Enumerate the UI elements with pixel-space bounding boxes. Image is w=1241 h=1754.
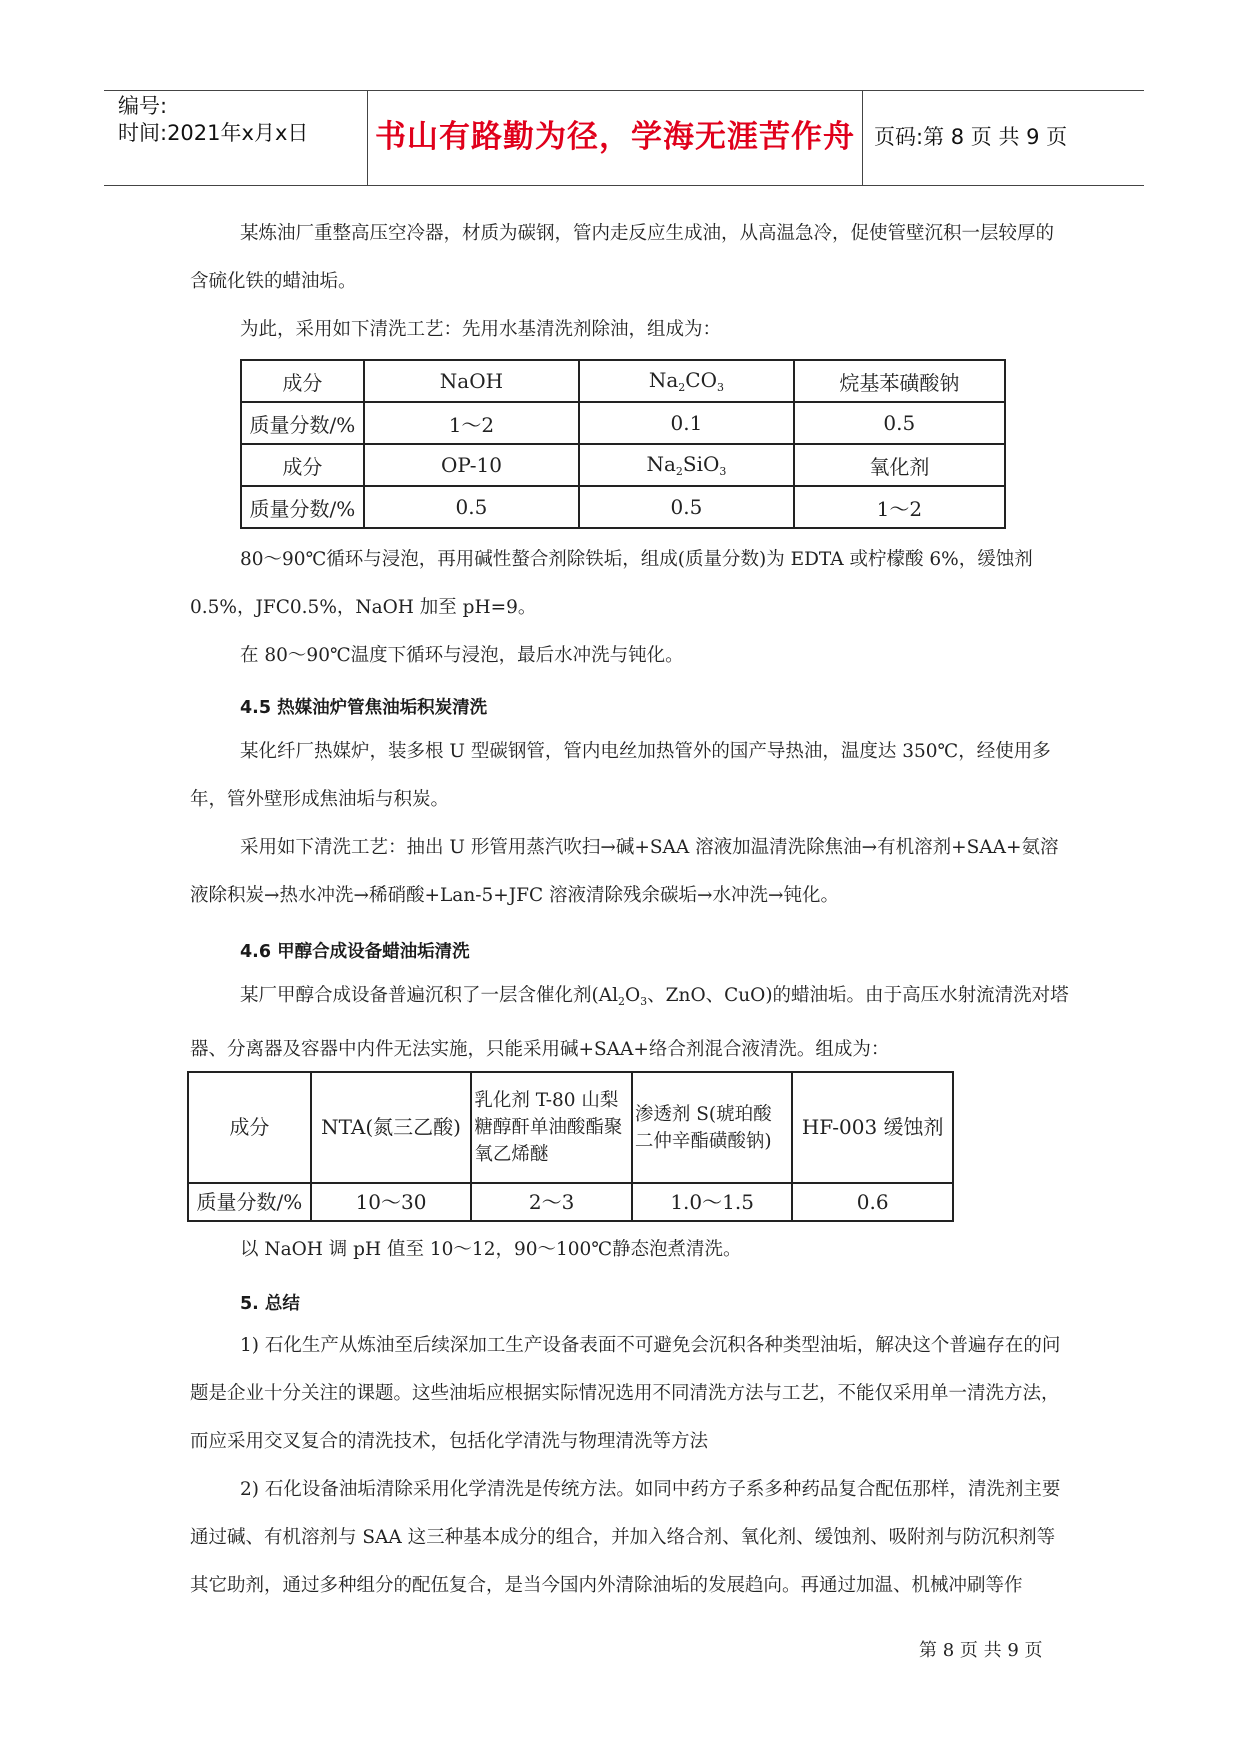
- table-cell: 乳化剂 T-80 山梨糖醇酐单油酸酯聚氧乙烯醚: [471, 1072, 632, 1183]
- page-header: [104, 90, 1144, 186]
- table-cell: 渗透剂 S(琥珀酸二仲辛酯磺酸钠): [632, 1072, 793, 1183]
- table-cell: 1～2: [794, 486, 1005, 528]
- paragraph-text: 1) 石化生产从炼油至后续深加工生产设备表面不可避免会沉积各种类型油垢，解决这个普遍存在的问题是企业十分关注的课题。这些油垢应根据实际情况选用不同清洗方法与工艺，不能仅采用单一清洗方法，而应采用交叉复合的清洗技术，包括化学清洗与物理清洗等方法: [190, 1335, 1061, 1452]
- paragraph: [190, 824, 1070, 920]
- paragraph: [190, 728, 1070, 824]
- table-cell: 质量分数/%: [188, 1183, 311, 1221]
- table-cell: 成分: [241, 444, 364, 486]
- table-cell: 氧化剂: [794, 444, 1005, 486]
- table-cell: 0.5: [364, 486, 579, 528]
- paragraph-text: 某厂甲醇合成设备普遍沉积了一层含催化剂($Al_2O_3$、ZnO、CuO)的蜡油垢。由于高压水射流清洗对塔器、分离器及容器中内件无法实施，只能采用碱+SAA+络合剂混合液清洗。组成为：: [190, 985, 1069, 1060]
- paragraph-text: 某炼油厂重整高压空冷器，材质为碳钢，管内走反应生成油，从高温急冷，促使管壁沉积一层较厚的含硫化铁的蜡油垢。: [190, 223, 1055, 292]
- table-cell: HF-003 缓蚀剂: [792, 1072, 953, 1183]
- table-row: [241, 360, 1005, 402]
- table-row: [241, 486, 1005, 528]
- paragraph: [190, 210, 1070, 306]
- section-heading: 5. 总结: [240, 1294, 300, 1314]
- paragraph: [190, 1226, 1070, 1274]
- paragraph-text: 2) 石化设备油垢清除采用化学清洗是传统方法。如同中药方子系多种药品复合配伍那样，清洗剂主要通过碱、有机溶剂与 SAA 这三种基本成分的组合，并加入络合剂、氧化剂、缓蚀剂、吸附剂与防沉积剂等其它助剂，通过多种组分的配伍复合，是当今国内外清除油垢的发展趋向。再通过加温、机械冲刷等作: [190, 1479, 1061, 1596]
- paragraph: [190, 1466, 1070, 1610]
- header-page-code: 页码:第 8 页 共 9 页: [874, 125, 1068, 149]
- table-cell: $Na_2SiO_3$: [579, 444, 794, 486]
- section-heading: 4.5 热媒油炉管焦油垢积炭清洗: [240, 698, 488, 718]
- table-cell: 10～30: [311, 1183, 472, 1221]
- table-cell: 0.6: [792, 1183, 953, 1221]
- number-label: 编号:: [118, 94, 168, 118]
- paragraph: [190, 972, 1070, 1074]
- paragraph-text: 某化纤厂热媒炉，装多根 U 型碳钢管，管内电丝加热管外的国产导热油，温度达 350℃，经使用多年，管外壁形成焦油垢与积炭。: [190, 741, 1051, 810]
- header-motto: 书山有路勤为径，学海无涯苦作舟: [375, 119, 855, 155]
- table-cell: 成分: [188, 1072, 311, 1183]
- paragraph: [190, 632, 1070, 680]
- table-cell: 0.5: [794, 402, 1005, 444]
- paragraph-text: 采用如下清洗工艺：抽出 U 形管用蒸汽吹扫→碱+SAA 溶液加温清洗除焦油→有机溶剂+SAA+氨溶液除积炭→热水冲洗→稀硝酸+Lan-5+JFC 溶液清除残余碳垢→水冲洗→钝化。: [190, 837, 1059, 906]
- table-row: [188, 1183, 953, 1221]
- table-cell: 1～2: [364, 402, 579, 444]
- table-cell: NaOH: [364, 360, 579, 402]
- paragraph: [190, 536, 1070, 632]
- table-cell: 成分: [241, 360, 364, 402]
- table-cell: NTA(氮三乙酸): [311, 1072, 472, 1183]
- table-cell: 质量分数/%: [241, 402, 364, 444]
- paragraph-text: 在 80～90℃温度下循环与浸泡，最后水冲洗与钝化。: [240, 645, 684, 666]
- paragraph: [190, 1322, 1070, 1466]
- table-cell: 2～3: [471, 1183, 632, 1221]
- table-cell: 0.5: [579, 486, 794, 528]
- date-line: 时间:2021年x月x日: [118, 121, 309, 145]
- table-cell: 烷基苯磺酸钠: [794, 360, 1005, 402]
- header-meta: [118, 93, 308, 147]
- table-cell: 1.0～1.5: [632, 1183, 793, 1221]
- section-heading: 4.6 甲醇合成设备蜡油垢清洗: [240, 942, 470, 962]
- table-cell: 0.1: [579, 402, 794, 444]
- table-row: [188, 1072, 953, 1183]
- paragraph-text: 以 NaOH 调 pH 值至 10～12，90～100℃静态泡煮清洗。: [240, 1239, 742, 1260]
- paragraph: [190, 306, 1070, 354]
- table-cell: 质量分数/%: [241, 486, 364, 528]
- composition-table-1: [240, 359, 1006, 529]
- table-cell: OP-10: [364, 444, 579, 486]
- table-row: [241, 444, 1005, 486]
- composition-table-2: [187, 1071, 954, 1222]
- page-footer: 第 8 页 共 9 页: [919, 1640, 1043, 1661]
- table-row: [241, 402, 1005, 444]
- paragraph-text: 为此，采用如下清洗工艺：先用水基清洗剂除油，组成为：: [240, 319, 722, 340]
- table-cell: $Na_2CO_3$: [579, 360, 794, 402]
- header-divider: [862, 91, 863, 185]
- paragraph-text: 80～90℃循环与浸泡，再用碱性螯合剂除铁垢，组成(质量分数)为 EDTA 或柠檬酸 6%，缓蚀剂 0.5%，JFC0.5%，NaOH 加至 pH=9。: [190, 549, 1033, 618]
